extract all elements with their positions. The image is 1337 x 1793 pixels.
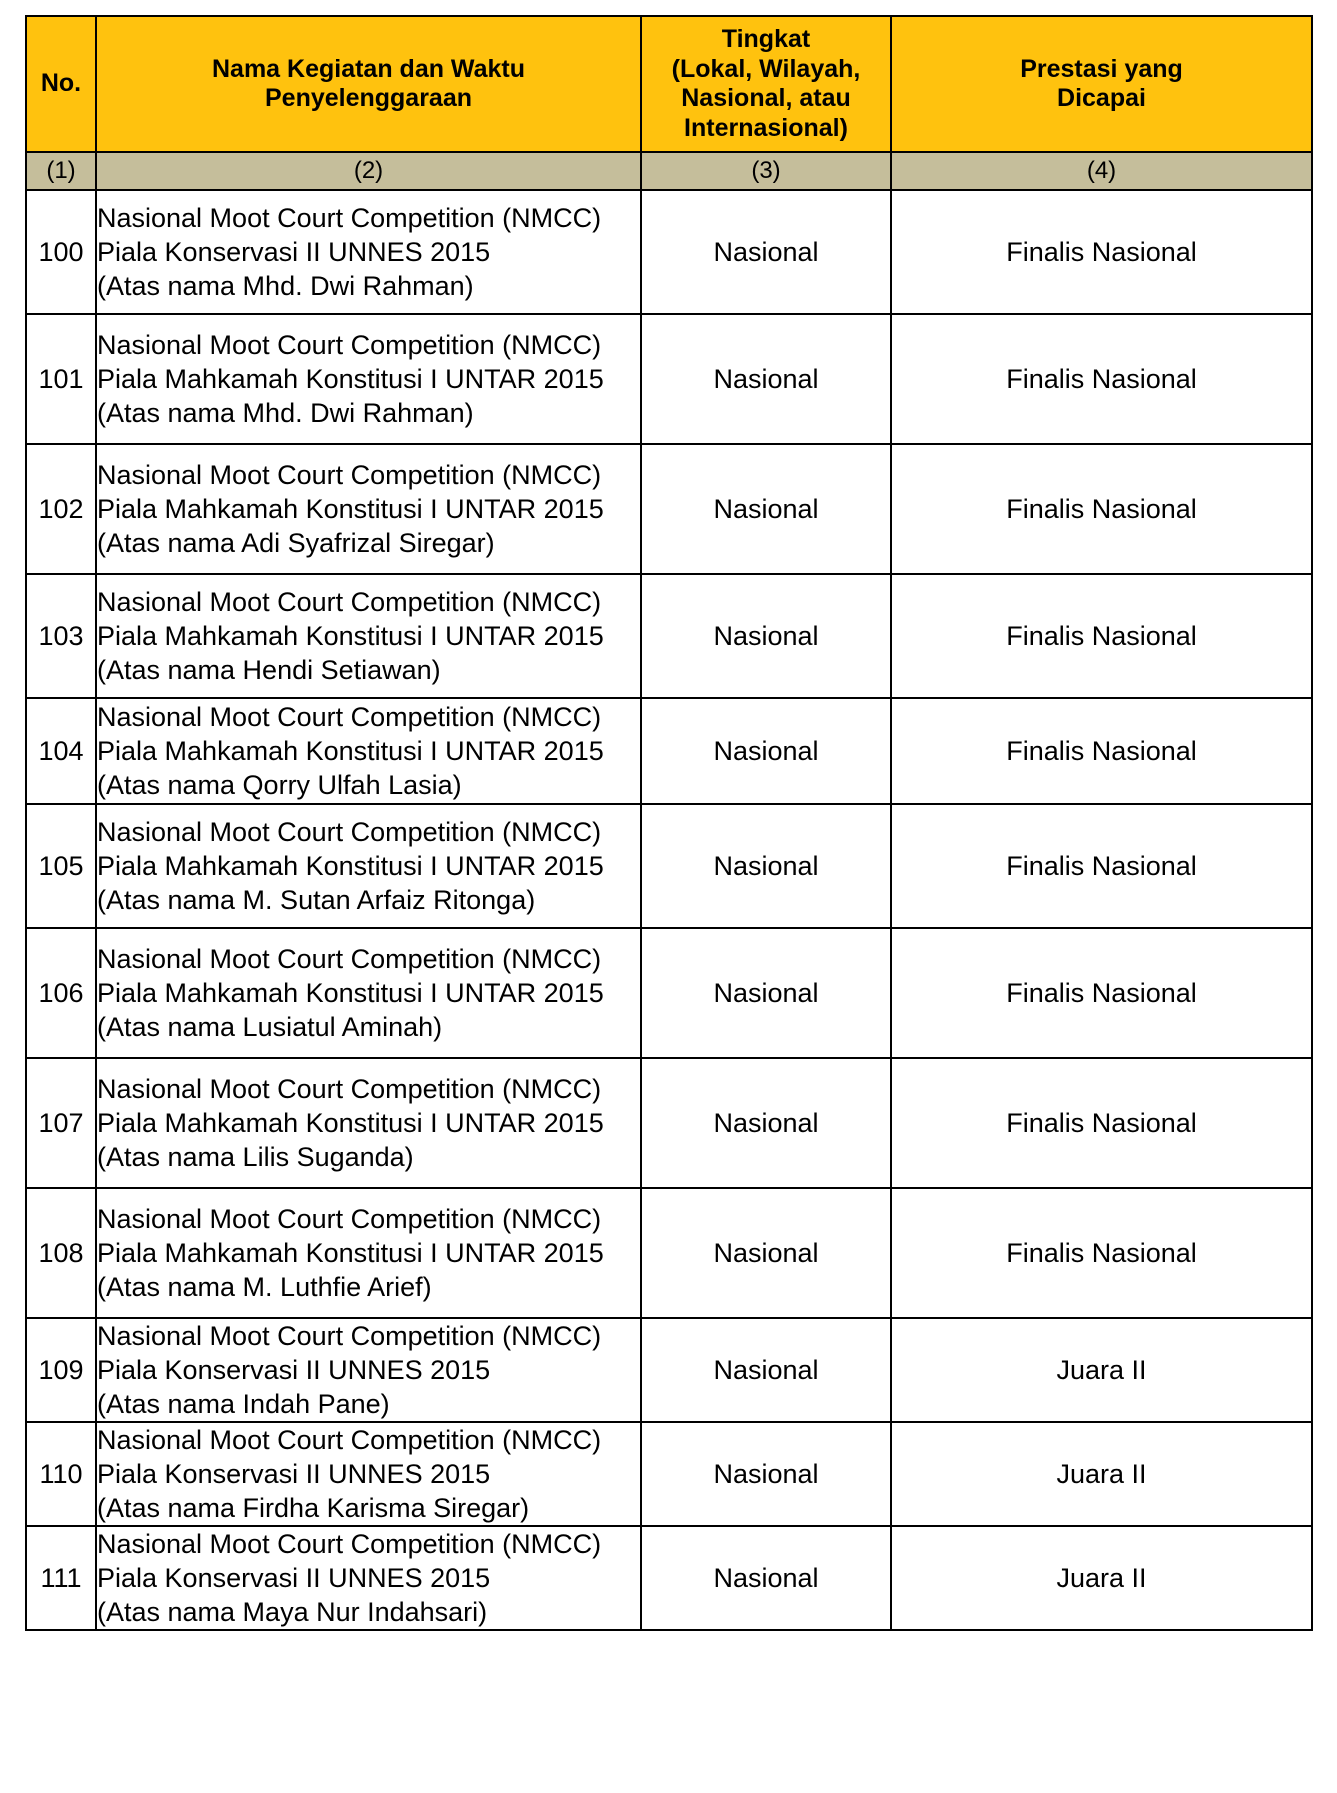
column-number-3: (3) [641, 152, 891, 190]
achievement-cell: Finalis Nasional [891, 804, 1312, 928]
table-row [26, 928, 1312, 1058]
achievement-cell: Juara II [891, 1318, 1312, 1422]
activity-name-line: (Atas nama Lusiatul Aminah) [97, 1012, 443, 1042]
header-line: Penyelenggaraan [264, 84, 473, 112]
row-number-cell: 105 [26, 804, 96, 928]
table-head [26, 16, 1312, 190]
activity-name-cell [96, 1526, 641, 1630]
achievement-cell: Finalis Nasional [891, 1058, 1312, 1188]
header-line: Tingkat [721, 25, 811, 53]
student-achievement-table [25, 15, 1313, 1631]
activity-name-cell [96, 804, 641, 928]
activity-name-line: Piala Konservasi II UNNES 2015 [97, 236, 491, 267]
column-number-2: (2) [96, 152, 641, 190]
header-line: Internasional) [684, 113, 848, 142]
activity-name-cell [96, 1188, 641, 1318]
column-number-row [26, 152, 1312, 190]
column-number-1: (1) [26, 152, 96, 190]
activity-name-line: Nasional Moot Court Competition (NMCC) [97, 1425, 602, 1456]
activity-name-line: (Atas nama Qorry Ulfah Lasia) [97, 770, 462, 800]
activity-name-cell [96, 698, 641, 804]
header-line: Dicapai [1057, 84, 1146, 112]
header-line: Prestasi yang [1020, 54, 1183, 83]
activity-name-line: Nasional Moot Court Competition (NMCC) [97, 1073, 602, 1104]
activity-name-line: Nasional Moot Court Competition (NMCC) [97, 1203, 602, 1234]
table-body [26, 190, 1312, 1630]
level-cell: Nasional [641, 1526, 891, 1630]
table-row [26, 444, 1312, 574]
activity-name-line: Piala Mahkamah Konstitusi I UNTAR 2015 [97, 850, 604, 881]
activity-name-line: (Atas nama Hendi Setiawan) [97, 655, 441, 685]
activity-name-line: Piala Mahkamah Konstitusi I UNTAR 2015 [97, 493, 604, 524]
table-row [26, 1526, 1312, 1630]
table-row [26, 1188, 1312, 1318]
activity-name-line: Piala Mahkamah Konstitusi I UNTAR 2015 [97, 620, 604, 651]
activity-name-line: Piala Konservasi II UNNES 2015 [97, 1563, 491, 1594]
activity-name-line: Piala Mahkamah Konstitusi I UNTAR 2015 [97, 735, 604, 766]
achievement-cell: Finalis Nasional [891, 928, 1312, 1058]
activity-name-line: (Atas nama M. Luthfie Arief) [97, 1272, 432, 1302]
level-cell: Nasional [641, 1422, 891, 1526]
row-number-cell: 109 [26, 1318, 96, 1422]
header-cell-nama-kegiatan [96, 16, 641, 152]
row-number-cell: 102 [26, 444, 96, 574]
row-number-cell: 110 [26, 1422, 96, 1526]
activity-name-cell [96, 1318, 641, 1422]
level-cell: Nasional [641, 1318, 891, 1422]
activity-name-line: Nasional Moot Court Competition (NMCC) [97, 329, 602, 360]
activity-name-line: Piala Mahkamah Konstitusi I UNTAR 2015 [97, 1237, 604, 1268]
achievement-cell: Finalis Nasional [891, 444, 1312, 574]
activity-name-line: Nasional Moot Court Competition (NMCC) [97, 1321, 602, 1351]
table-row [26, 1318, 1312, 1422]
achievement-cell: Finalis Nasional [891, 1188, 1312, 1318]
activity-name-cell [96, 190, 641, 314]
activity-name-line: Nasional Moot Court Competition (NMCC) [97, 586, 602, 617]
achievement-table-container [25, 15, 1311, 1631]
activity-name-line: Piala Konservasi II UNNES 2015 [97, 1459, 491, 1490]
table-header-row [26, 16, 1312, 152]
table-row [26, 314, 1312, 444]
row-number-cell: 108 [26, 1188, 96, 1318]
row-number-cell: 101 [26, 314, 96, 444]
row-number-cell: 103 [26, 574, 96, 698]
achievement-cell: Juara II [891, 1526, 1312, 1630]
activity-name-cell [96, 1058, 641, 1188]
level-cell: Nasional [641, 1188, 891, 1318]
achievement-cell: Finalis Nasional [891, 574, 1312, 698]
column-number-4: (4) [891, 152, 1312, 190]
activity-name-line: (Atas nama M. Sutan Arfaiz Ritonga) [97, 885, 536, 915]
activity-name-cell [96, 1422, 641, 1526]
achievement-cell: Finalis Nasional [891, 698, 1312, 804]
activity-name-line: Nasional Moot Court Competition (NMCC) [97, 943, 602, 974]
activity-name-line: Piala Mahkamah Konstitusi I UNTAR 2015 [97, 1107, 604, 1138]
activity-name-line: Piala Mahkamah Konstitusi I UNTAR 2015 [97, 977, 604, 1008]
header-cell-prestasi [891, 16, 1312, 152]
table-row [26, 1058, 1312, 1188]
activity-name-line: Nasional Moot Court Competition (NMCC) [97, 459, 602, 490]
table-row [26, 190, 1312, 314]
activity-name-line: (Atas nama Mhd. Dwi Rahman) [97, 398, 474, 428]
activity-name-line: (Atas nama Lilis Suganda) [97, 1142, 414, 1172]
row-number-cell: 111 [26, 1526, 96, 1630]
table-row [26, 804, 1312, 928]
table-row [26, 698, 1312, 804]
header-line: Nama Kegiatan dan Waktu [211, 54, 526, 83]
activity-name-line: Piala Mahkamah Konstitusi I UNTAR 2015 [97, 363, 604, 394]
level-cell: Nasional [641, 1058, 891, 1188]
row-number-cell: 104 [26, 698, 96, 804]
level-cell: Nasional [641, 574, 891, 698]
activity-name-cell [96, 444, 641, 574]
row-number-cell: 100 [26, 190, 96, 314]
activity-name-line: (Atas nama Mhd. Dwi Rahman) [97, 271, 474, 301]
level-cell: Nasional [641, 314, 891, 444]
table-row [26, 574, 1312, 698]
activity-name-cell [96, 574, 641, 698]
table-row [26, 1422, 1312, 1526]
activity-name-line: (Atas nama Adi Syafrizal Siregar) [97, 528, 495, 558]
header-line: Nasional, atau [681, 84, 851, 112]
level-cell: Nasional [641, 698, 891, 804]
activity-name-line: (Atas nama Indah Pane) [97, 1389, 390, 1420]
activity-name-line: Nasional Moot Court Competition (NMCC) [97, 701, 602, 732]
activity-name-cell [96, 314, 641, 444]
level-cell: Nasional [641, 444, 891, 574]
activity-name-line: (Atas nama Maya Nur Indahsari) [97, 1597, 488, 1628]
activity-name-line: Nasional Moot Court Competition (NMCC) [97, 202, 602, 233]
achievement-cell: Finalis Nasional [891, 190, 1312, 314]
activity-name-line: (Atas nama Firdha Karisma Siregar) [97, 1493, 530, 1524]
header-line: No. [40, 69, 82, 98]
level-cell: Nasional [641, 804, 891, 928]
activity-name-line: Piala Konservasi II UNNES 2015 [97, 1355, 491, 1386]
level-cell: Nasional [641, 928, 891, 1058]
row-number-cell: 106 [26, 928, 96, 1058]
achievement-cell: Juara II [891, 1422, 1312, 1526]
activity-name-line: Nasional Moot Court Competition (NMCC) [97, 816, 602, 847]
achievement-cell: Finalis Nasional [891, 314, 1312, 444]
header-cell-tingkat [641, 16, 891, 152]
header-line: (Lokal, Wilayah, [671, 54, 861, 83]
row-number-cell: 107 [26, 1058, 96, 1188]
activity-name-line: Nasional Moot Court Competition (NMCC) [97, 1529, 602, 1560]
activity-name-cell [96, 928, 641, 1058]
level-cell: Nasional [641, 190, 891, 314]
header-cell-no [26, 16, 96, 152]
